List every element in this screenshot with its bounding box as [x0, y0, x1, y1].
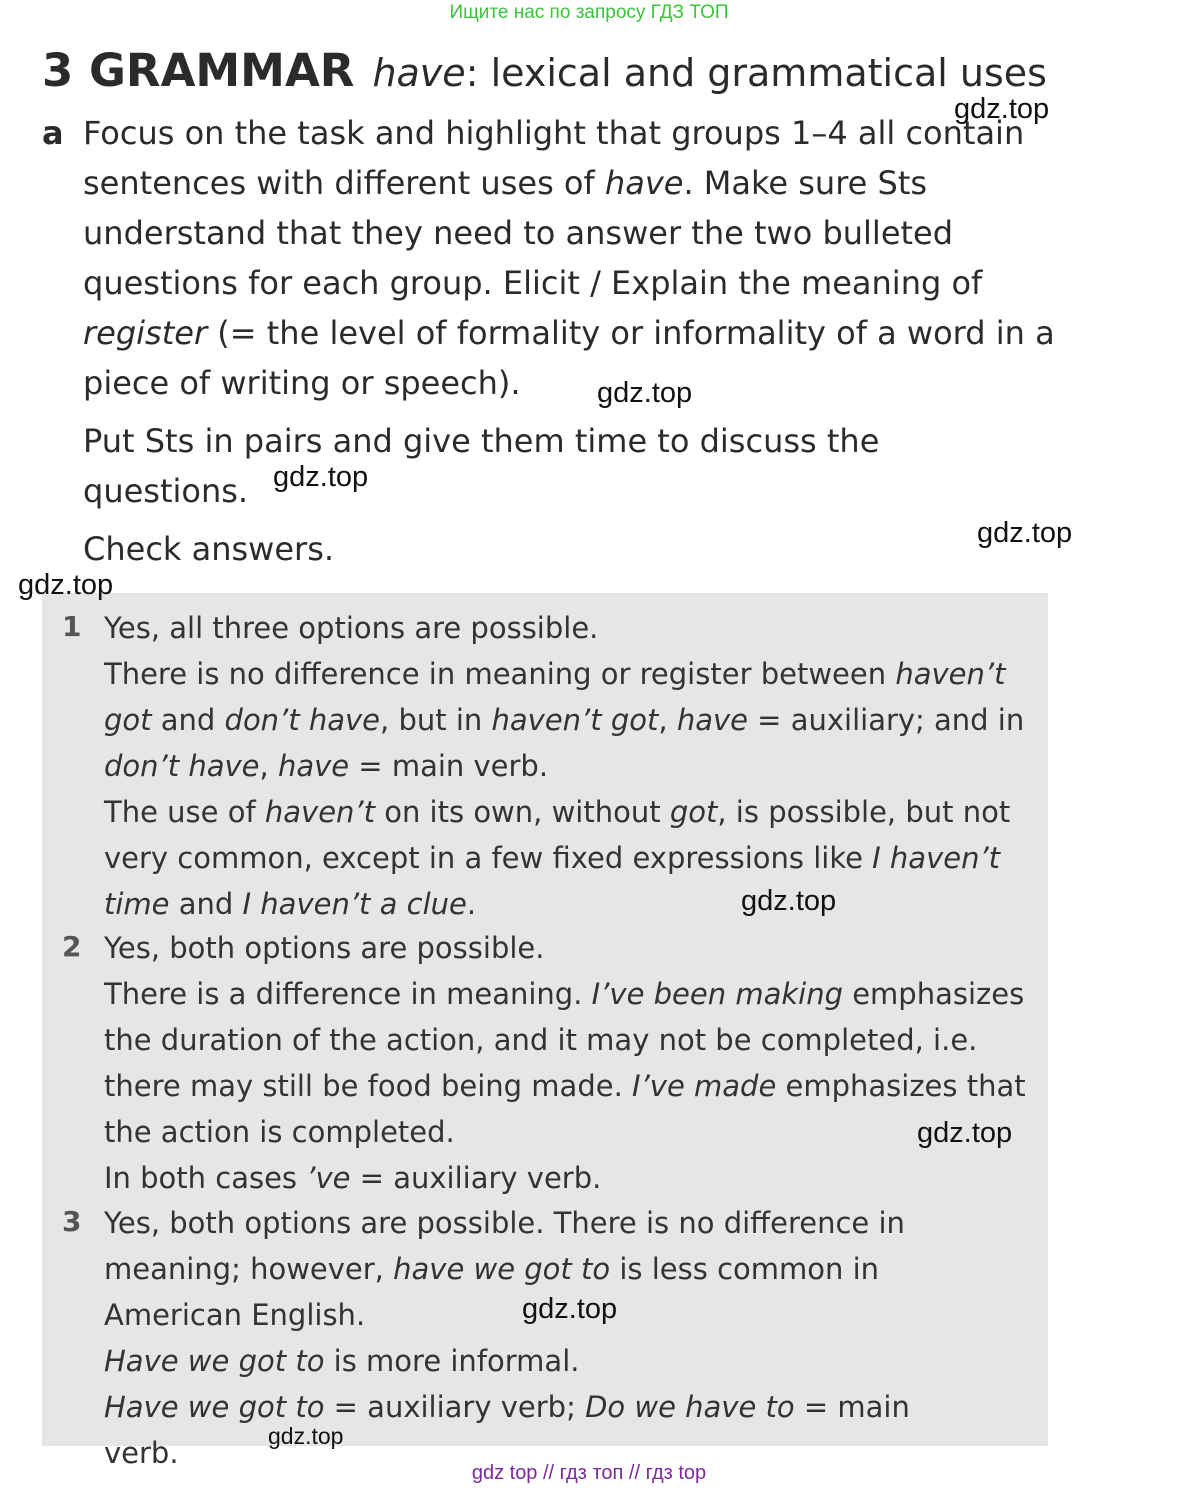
- answer-3: Yes, both options are possible. There is no difference in meaning; however, have we got to is less common in American English. Have we got to is more informal. Have we got to = auxiliary verb; Do we have to = main verb.: [104, 1206, 910, 1470]
- section-number-title: 3 GRAMMAR: [42, 44, 355, 97]
- answer-number-1: 1: [62, 610, 82, 643]
- top-banner: Ищите нас по запросу ГДЗ ТОП: [449, 2, 729, 23]
- watermark: gdz.top: [268, 1423, 344, 1449]
- answer-1: Yes, all three options are possible. There is no difference in meaning or register between haven’t got and don’t have, but in haven’t got, have = auxiliary; and in don’t have, have = main verb. The use of haven’t on its own, without got, is possible, but not very common, except in a few fixed expressions like I haven’t time and I haven’t a clue.: [104, 611, 1025, 921]
- subtitle-italic: have: [372, 51, 466, 95]
- watermark: gdz.top: [954, 93, 1050, 125]
- watermark: gdz.top: [273, 461, 369, 493]
- task-paragraph-1: Focus on the task and highlight that groups 1–4 all contain sentences with different uses of have. Make sure Sts understand that they need to answer the two bulleted questions for each group. Elicit / Explain the meaning of register (= the level of formality or informality of a word in a piece of writing or speech).: [83, 114, 1055, 402]
- task-paragraph-2: Put Sts in pairs and give them time to discuss the questions.: [83, 422, 880, 510]
- watermark: gdz.top: [977, 517, 1073, 549]
- answer-number-3: 3: [62, 1205, 82, 1238]
- task-instructions: [83, 108, 1073, 408]
- footer-links: gdz top // гдз топ // гдз top: [471, 1462, 707, 1484]
- watermark: gdz.top: [917, 1117, 1013, 1149]
- watermark: gdz.top: [741, 885, 837, 917]
- task-paragraph-3: Check answers.: [83, 530, 335, 568]
- answer-2: Yes, both options are possible. There is a difference in meaning. I’ve been making emphasizes the duration of the action, and it may not be completed, i.e. there may still be food being made. I’ve made emphasizes that the action is completed. In both cases ’ve = auxiliary verb.: [104, 931, 1026, 1195]
- subtitle-rest: : lexical and grammatical uses: [465, 51, 1047, 95]
- task-letter: a: [42, 114, 64, 152]
- section-title: [42, 44, 1047, 97]
- watermark: gdz.top: [597, 377, 693, 409]
- watermark: gdz.top: [522, 1293, 618, 1325]
- watermark: gdz.top: [18, 569, 114, 601]
- answer-number-2: 2: [62, 930, 82, 963]
- section-subtitle: [372, 51, 1047, 95]
